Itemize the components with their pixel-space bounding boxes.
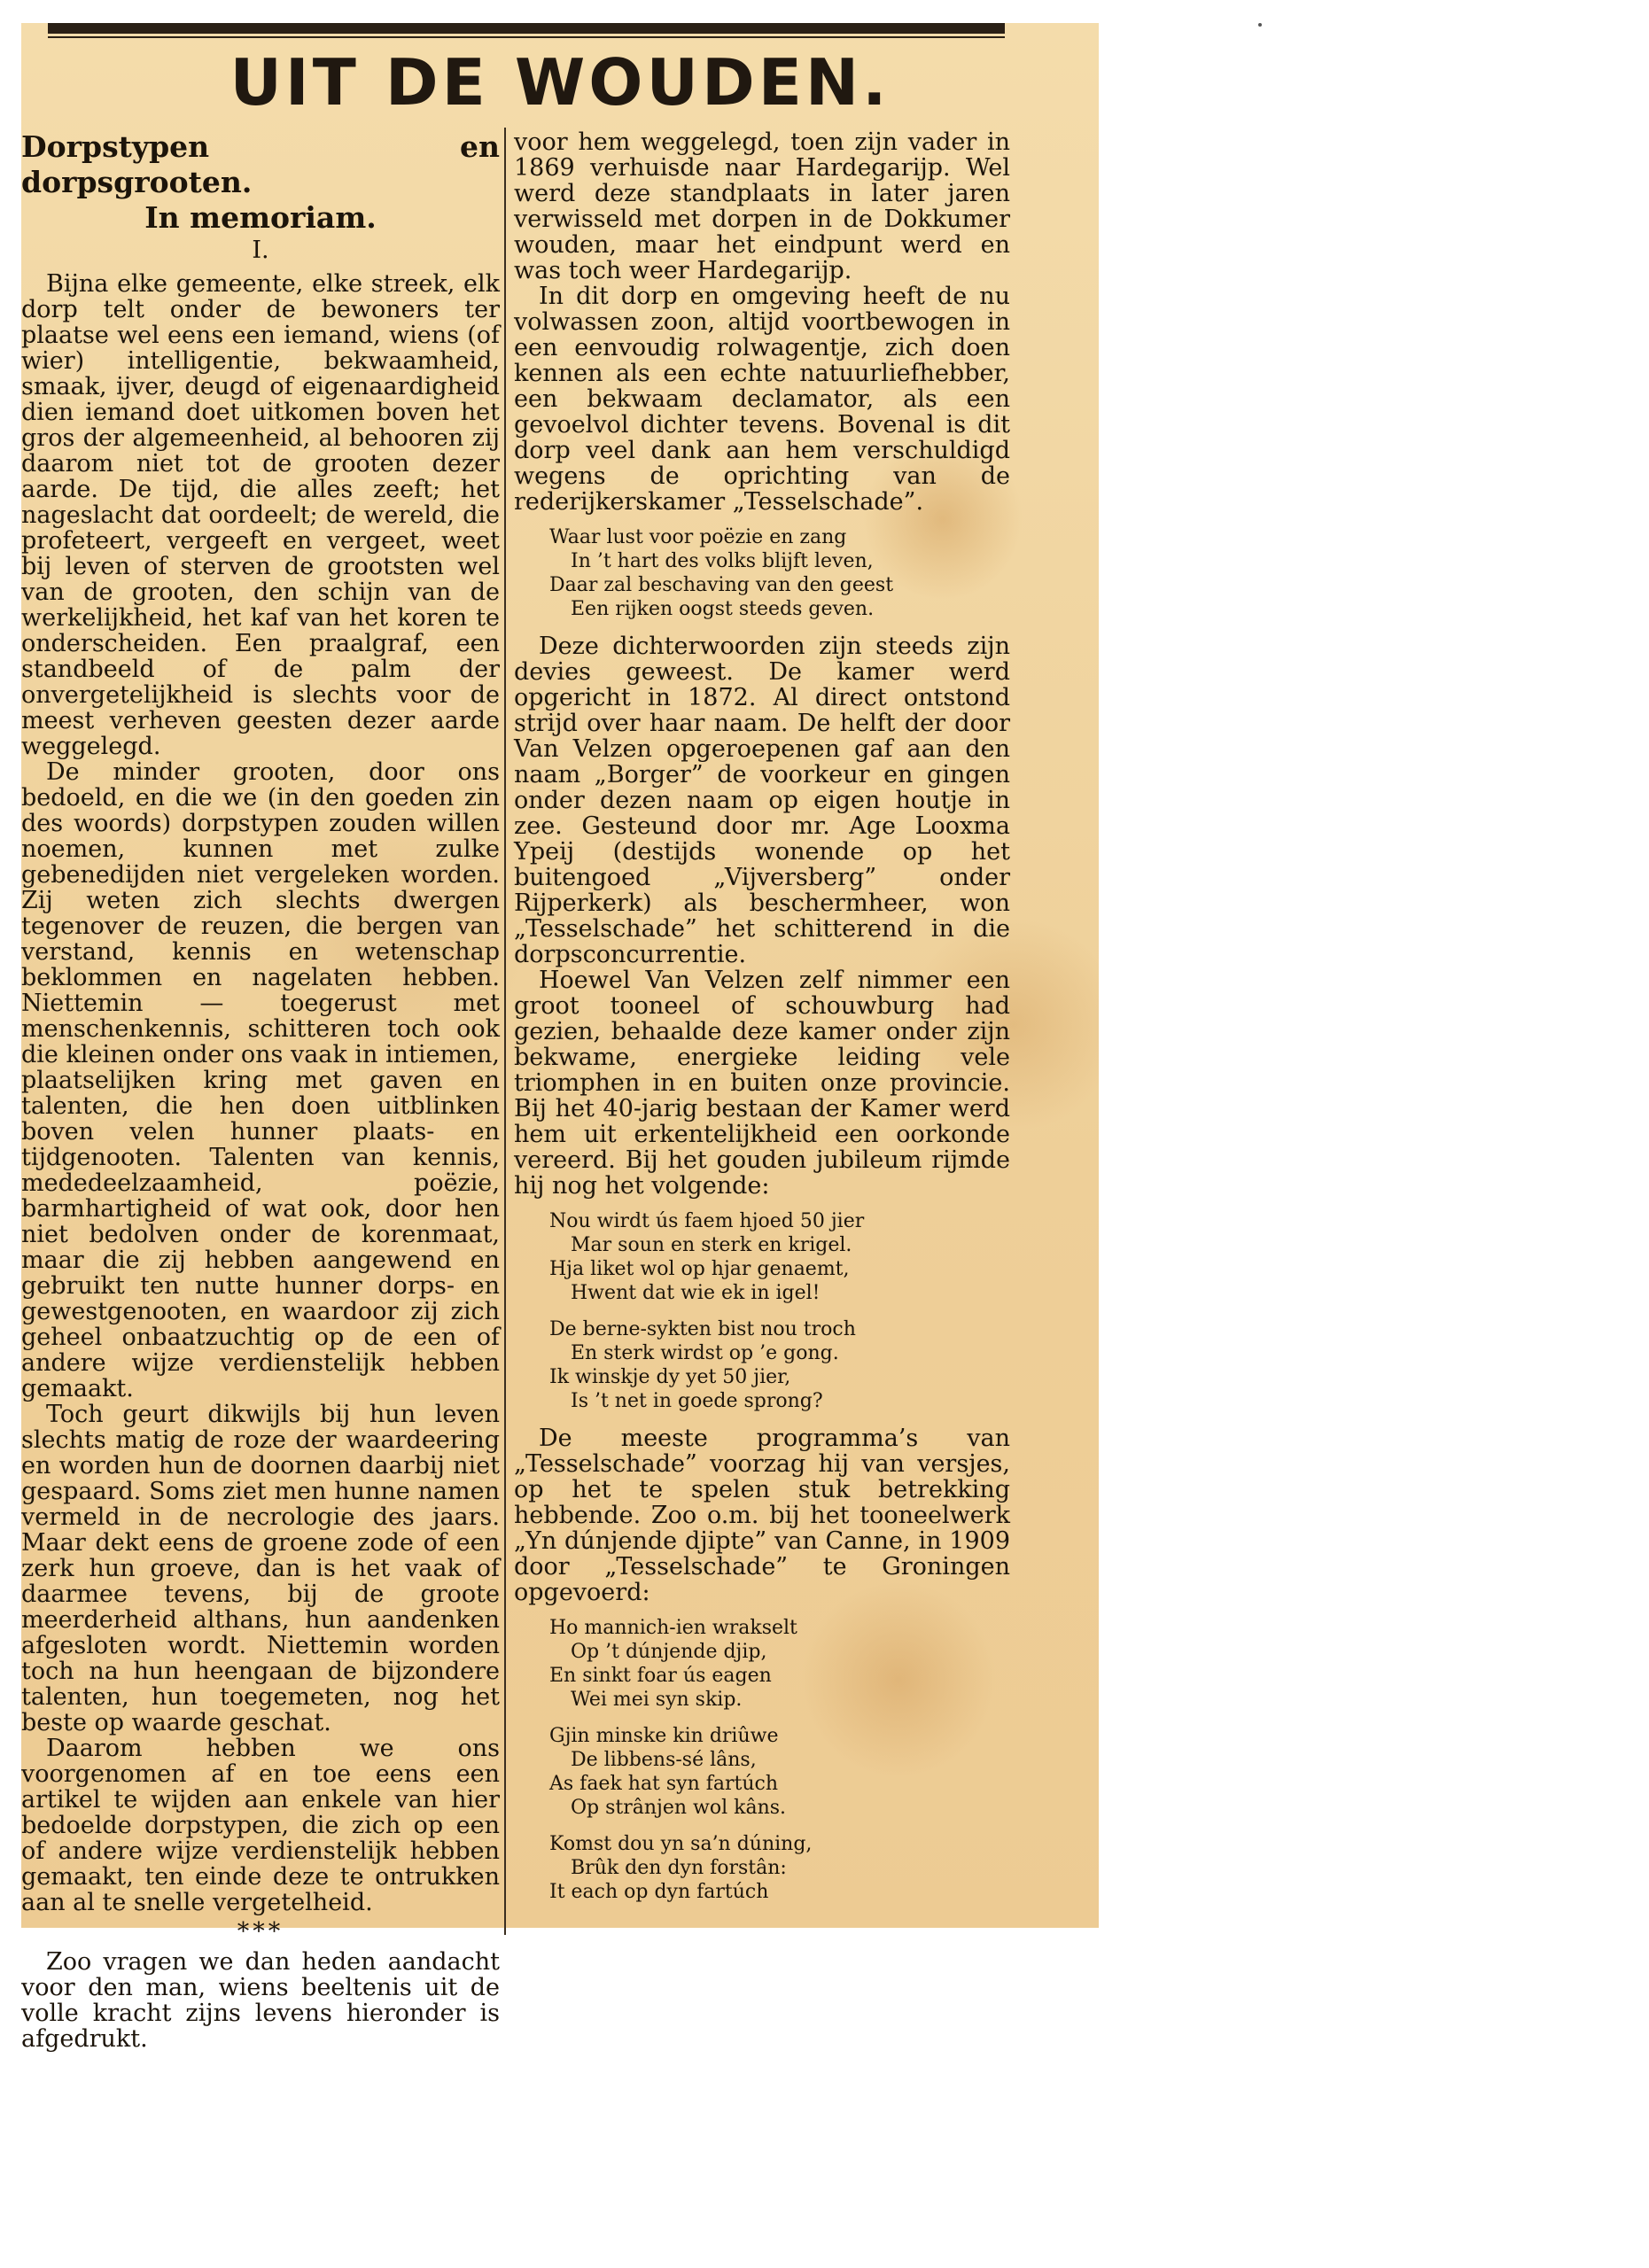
- poem-line: De libbens-sé lâns,: [571, 1749, 757, 1771]
- paragraph: In dit dorp en omgeving heeft de nu volwassen zoon, altijd voortbewogen in een eenvoudig rolwagentje, zich doen kennen als een echte natuurliefhebber, een bekwaam declamator, als een gevoelvol dichter tevens. Bovenal is dit dorp veel dank aan hem verschuldigd wegens de oprichting van de rederijkerskamer „Tesselschade”.: [514, 283, 1010, 516]
- column-divider: [504, 128, 506, 1935]
- poem-line: Ho mannich-ien wrakselt: [549, 1617, 797, 1639]
- paragraph: Toch geurt dikwijls bij hun leven slechts matig de roze der waardeering en worden hun de doornen daarbij niet gespaard. Soms ziet men hunne namen vermeld in de necrologie des jaars. Maar dekt eens de groene zode of een zerk hun groeve, dan is het vaak of daarmee tevens, bij de groote meerderheid althans, hun aandenken afgesloten wordt. Niettemin worden toch na hun heengaan de bijzondere talenten, hun toegemeten, nog het beste op waarde geschat.: [21, 1401, 500, 1736]
- poem-line: En sterk wirdst op ’e gong.: [571, 1342, 839, 1364]
- top-rule: [48, 23, 1005, 34]
- paragraph: Deze dichterwoorden zijn steeds zijn devies geweest. De kamer werd opgericht in 1872. Al direct ontstond strijd over haar naam. De helft der door Van Velzen opgeroepenen gaf aan den naam „Borger” de voorkeur en gingen onder dezen naam op eigen houtje in zee. Gesteund door mr. Age Looxma Ypeij (destijds wonende op het buitengoed „Vijversberg” onder Rijperkerk) als beschermheer, won „Tesselschade” het schitterend in die dorpsconcurrentie.: [514, 633, 1010, 968]
- paragraph: Bijna elke gemeente, elke streek, elk dorp telt onder de bewoners ter plaatse wel eens een iemand, wiens (of wier) intelligentie, bekwaamheid, smaak, ijver, deugd of eigenaardigheid dien iemand doet uitkomen boven het gros der algemeenheid, al behooren zij daarom niet tot de grooten dezer aarde. De tijd, die alles zeeft; het nageslacht dat oordeelt; de wereld, die profeteert, vergeeft en vergeet, weet bij leven of sterven de grootsten wel van de grooten, den schijn van de werkelijkheid, het kaf van het koren te onderscheiden. Een praalgraf, een standbeeld of de palm der onvergetelijkheid is slechts voor de meest verheven geesten dezer aarde weggelegd.: [21, 270, 500, 760]
- poem: [549, 1209, 1010, 1413]
- poem-line: Gjin minske kin driûwe: [549, 1725, 779, 1747]
- poem-line: Hja liket wol op hjar genaemt,: [549, 1258, 850, 1280]
- poem-line: As faek hat syn fartúch: [549, 1773, 779, 1795]
- newspaper-clipping: [21, 23, 1099, 2053]
- paragraph: Hoewel Van Velzen zelf nimmer een groot tooneel of schouwburg had gezien, behaalde deze kamer onder zijn bekwame, energieke leiding vele triomphen in en buiten onze provincie. Bij het 40-jarig bestaan der Kamer werd hem uit erkentelijkheid een oorkonde vereerd. Bij het gouden jubileum rijmde hij nog het volgende:: [514, 967, 1010, 1200]
- poem-line: Daar zal beschaving van den geest: [549, 574, 894, 596]
- subtitle-dorpstypen: Dorpstypen en dorpsgrooten.: [21, 129, 500, 199]
- poem-line: Een rijken oogst steeds geven.: [571, 598, 875, 620]
- left-column: [21, 129, 500, 2052]
- headline: UIT DE WOUDEN.: [229, 45, 891, 120]
- poem: [549, 525, 1010, 621]
- section-number: I.: [252, 237, 269, 264]
- section-separator: ***: [237, 1918, 284, 1946]
- poem-line: In ’t hart des volks blijft leven,: [571, 550, 874, 572]
- poem-line: Hwent dat wie ek in igel!: [571, 1282, 821, 1304]
- poem-line: Op ’t dúnjende djip,: [571, 1641, 767, 1663]
- paragraph: Zoo vragen we dan heden aandacht voor den man, wiens beeltenis uit de volle kracht zijns levens hieronder is afgedrukt.: [21, 1948, 500, 2053]
- poem-stanza: [549, 1317, 1010, 1413]
- paragraph: De meeste programma’s van „Tesselschade” voorzag hij van versjes, op het te spelen stuk betrekking hebbende. Zoo o.m. bij het tooneelwerk „Yn dúnjende djipte” van Canne, in 1909 door „Tesselschade” te Groningen opgevoerd:: [514, 1425, 1010, 1606]
- poem-stanza: [549, 525, 1010, 621]
- subtitle-in-memoriam: In memoriam.: [144, 200, 377, 235]
- poem-line: En sinkt foar ús eagen: [549, 1665, 772, 1687]
- top-rule-thin: [48, 36, 1005, 38]
- paragraph: voor hem weggelegd, toen zijn vader in 1869 verhuisde naar Hardegarijp. Wel werd deze standplaats in later jaren verwisseld met dorpen in de Dokkumer wouden, maar het eindpunt werd en was toch weer Hardegarijp.: [514, 128, 1010, 284]
- poem-stanza: [549, 1724, 1010, 1820]
- poem-line: Nou wirdt ús faem hjoed 50 jier: [549, 1210, 865, 1232]
- poem-line: Is ’t net in goede sprong?: [571, 1390, 823, 1412]
- right-column: [514, 129, 1010, 1916]
- poem-stanza: [549, 1209, 1010, 1305]
- paragraph: De minder grooten, door ons bedoeld, en die we (in den goeden zin des woords) dorpstypen zouden willen noemen, kunnen met zulke gebenedijden niet vergeleken worden. Zij weten zich slechts dwergen tegenover de reuzen, die bergen van verstand, kennis en wetenschap beklommen en nagelaten hebben. Niettemin — toegerust met menschenkennis, schitteren toch ook die kleinen onder ons vaak in intiemen, plaatselijken kring met gaven en talenten, die hen doen uitblinken boven velen hunner plaats- en tijdgenooten. Talenten van kennis, mededeelzaamheid, poëzie, barmhartigheid of wat ook, door hen niet bedolven onder de korenmaat, maar die zij hebben aangewend en gebruikt ten nutte hunner dorps- en gewestgenooten, en waardoor zij zich geheel onbaatzuchtig op de een of andere wijze verdienstelijk hebben gemaakt.: [21, 758, 500, 1402]
- poem-line: Mar soun en sterk en krigel.: [571, 1234, 852, 1256]
- poem-line: Ik winskje dy yet 50 jier,: [549, 1366, 791, 1388]
- poem-line: Komst dou yn sa’n dúning,: [549, 1833, 813, 1855]
- poem-stanza: [549, 1832, 1010, 1904]
- poem-line: It each op dyn fartúch: [549, 1881, 769, 1903]
- poem-line: Brûk den dyn forstân:: [571, 1857, 787, 1879]
- poem-stanza: [549, 1616, 1010, 1712]
- paragraph: Daarom hebben we ons voorgenomen af en toe eens een artikel te wijden aan enkele van hier bedoelde dorpstypen, die zich op een of andere wijze verdienstelijk hebben gemaakt, ten einde deze te ontrukken aan al te snelle vergetelheid.: [21, 1735, 500, 1916]
- poem-line: Waar lust voor poëzie en zang: [549, 526, 847, 548]
- scan-speck: [1258, 23, 1262, 27]
- poem: [549, 1616, 1010, 1904]
- poem-line: Wei mei syn skip.: [571, 1689, 743, 1711]
- poem-line: Op strânjen wol kâns.: [571, 1797, 787, 1819]
- poem-line: De berne-sykten bist nou troch: [549, 1318, 856, 1340]
